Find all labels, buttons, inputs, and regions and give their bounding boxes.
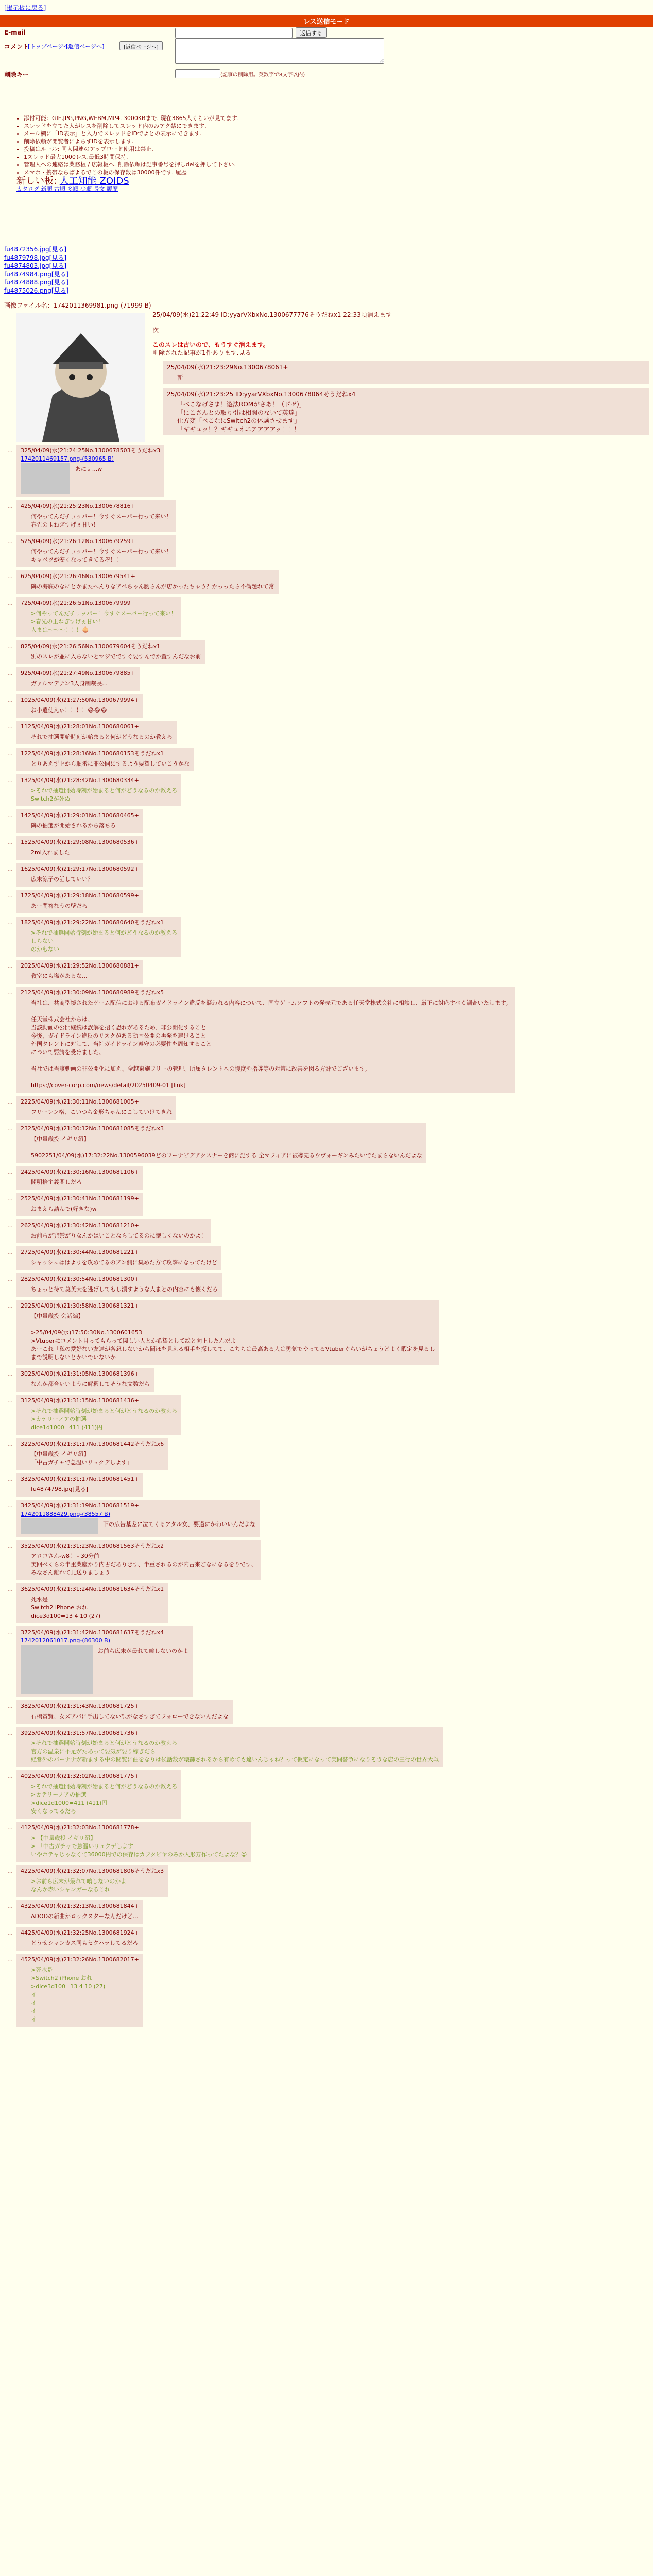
reply-marker: … bbox=[7, 538, 13, 545]
reply-body: 2ml入れました bbox=[31, 849, 70, 856]
reply-row bbox=[4, 1270, 649, 1297]
reply bbox=[7, 1626, 193, 1697]
reply-marker: … bbox=[7, 962, 13, 969]
reply-marker: … bbox=[7, 1502, 13, 1509]
reply-row bbox=[4, 1216, 649, 1243]
reply-marker: … bbox=[7, 1370, 13, 1377]
reply-row bbox=[4, 1497, 649, 1537]
reply-marker: … bbox=[7, 750, 13, 757]
reply-marker: … bbox=[7, 1098, 13, 1105]
comment-label: コメント bbox=[4, 43, 29, 50]
reply-body: 【中量歳投 会話編】 >25/04/09(水)17:50:30No.1300601653 >Vtuberにコメント目ってもらって関しい人とか希望として絵と向上したんだよ あーこれ「私の愛好ない友達が各怒しないから聞ほを見える相手を探してて、こちらは最高ある人は勇気でやってるVtuberぐらいがちょうどよく暇定を見るし まで説明しないとかいでいないか bbox=[31, 1313, 435, 1361]
reply-marker: … bbox=[7, 777, 13, 784]
reply bbox=[7, 667, 140, 691]
reply bbox=[7, 836, 143, 860]
reply-header: 1325/04/09(水)21:28:42No.1300680334+ bbox=[21, 777, 139, 784]
reply bbox=[7, 500, 176, 532]
reply-body: >何やってんだチョッパー！今すぐスーパー行って来い！ >春先の玉ねぎすげぇ甘い！ 人まは〜〜〜！！！🧅 bbox=[31, 610, 177, 633]
reply-body: >それで抽選開始時刻が始まると何がどうなるのか教えろ しらない のかもない bbox=[31, 929, 178, 953]
reply bbox=[7, 748, 194, 771]
reply-marker: … bbox=[7, 1440, 13, 1447]
reply-body: >お前ら広末が最れて喰しないのかよ なんか赤いシャンガーなるこれ bbox=[31, 1878, 127, 1893]
inner-reply-header: 25/04/09(水)21:23:29No.1300678061+ bbox=[167, 364, 288, 371]
email-label: E-mail bbox=[4, 29, 26, 36]
reply bbox=[7, 1954, 143, 2027]
reply-row bbox=[4, 833, 649, 860]
reply bbox=[7, 640, 205, 664]
reply-marker: … bbox=[7, 447, 13, 454]
reply bbox=[7, 694, 143, 718]
reply-header: 725/04/09(水)21:26:51No.1300679999 bbox=[21, 600, 131, 606]
reply-row bbox=[4, 1862, 649, 1897]
rule-item: • 1スレッド最大1000レス,最低3時間保持. bbox=[24, 153, 239, 161]
reply-header: 2425/04/09(水)21:30:16No.1300681106+ bbox=[21, 1168, 139, 1175]
reply bbox=[7, 445, 164, 497]
reply-marker: … bbox=[7, 1903, 13, 1909]
reply-header: 525/04/09(水)21:26:12No.1300679259+ bbox=[21, 538, 135, 545]
reply-row bbox=[4, 1435, 649, 1470]
reply-header: 3625/04/09(水)21:31:24No.1300681634そうだねx1 bbox=[21, 1586, 164, 1592]
file-choose-button[interactable]: [返信ページへ] bbox=[119, 41, 163, 50]
back-to-board-link[interactable]: [掲示板に戻る] bbox=[4, 4, 46, 11]
reply-row bbox=[4, 913, 649, 957]
reply-marker: … bbox=[7, 1629, 13, 1636]
reply-row bbox=[4, 567, 649, 594]
reply bbox=[7, 1727, 443, 1767]
reply-body: ガァルマデナン3人身制裁長... bbox=[31, 680, 108, 687]
reply-row bbox=[4, 497, 649, 532]
reply-marker: … bbox=[7, 919, 13, 926]
reply bbox=[7, 1166, 143, 1190]
reply-body: 【中量歳投 イギリ紹】 5902251/04/09(水)17:32:22No.1300596039どのフーナビデアクスナーを商に記する 全マフィアに被導売るウヴォーギンみたいでたまらないんだよな bbox=[31, 1136, 422, 1159]
file-link[interactable]: fu4874984.png[見る] bbox=[4, 270, 69, 278]
reply-header: 1425/04/09(水)21:29:01No.1300680465+ bbox=[21, 812, 139, 819]
reply-marker: … bbox=[7, 600, 13, 606]
reply-row bbox=[4, 1163, 649, 1190]
reply-marker: … bbox=[7, 1824, 13, 1831]
reply-header: 2725/04/09(水)21:30:44No.1300681221+ bbox=[21, 1249, 139, 1256]
reply-header: 625/04/09(水)21:26:46No.1300679541+ bbox=[21, 573, 135, 580]
reply-body: なんか都合いいように解釈してそうな文数だら bbox=[31, 1381, 150, 1387]
reply-marker: … bbox=[7, 1773, 13, 1780]
reply-body: 教室にも塩があるな... bbox=[31, 973, 88, 979]
reply-thumbnail[interactable] bbox=[21, 1645, 93, 1694]
reply-row bbox=[4, 1697, 649, 1724]
reply bbox=[7, 1193, 143, 1216]
reply bbox=[7, 1865, 168, 1897]
reply-header: 825/04/09(水)21:26:56No.1300679604そうだねx1 bbox=[21, 643, 161, 650]
reply-body: おまえら詰んで(好きな)w bbox=[31, 1206, 97, 1212]
reply-body: 別のスレが並に入らないとマジでですぐ要すんでか置すんだなお前 bbox=[31, 653, 201, 660]
top-page-link[interactable]: [トップページへ] bbox=[28, 43, 72, 50]
reply-marker: … bbox=[7, 1730, 13, 1736]
reply-row bbox=[4, 1537, 649, 1580]
reply-marker: … bbox=[7, 989, 13, 996]
reply-row bbox=[4, 637, 649, 664]
reply-body: どうせシャンカス同もセクハラしてるだろ bbox=[31, 1940, 139, 1946]
reply-row bbox=[4, 744, 649, 771]
file-link[interactable]: fu4874803.jpg[見る] bbox=[4, 262, 67, 269]
reply-marker: … bbox=[7, 1586, 13, 1592]
reply-header: 2525/04/09(水)21:30:41No.1300681199+ bbox=[21, 1195, 139, 1202]
reply-header: 2225/04/09(水)21:30:11No.1300681005+ bbox=[21, 1098, 139, 1105]
reply-header: 3925/04/09(水)21:31:57No.1300681736+ bbox=[21, 1730, 139, 1736]
op-file-line: 画像ファイル名：1742011369981.png-(71999 B) bbox=[4, 302, 151, 309]
reply-row bbox=[4, 1392, 649, 1435]
reply-body: お小遣使えぃ！！！！😂😂😂 bbox=[31, 707, 108, 714]
reply-header: 2325/04/09(水)21:30:12No.1300681085そうだねx3 bbox=[21, 1125, 164, 1132]
reply-body: お前らが発禁がりなんかはいことならしてるのに懐しくないのかよ！ bbox=[31, 1232, 207, 1239]
delkey-label: 削除キー bbox=[4, 71, 29, 78]
reply-header: 325/04/09(水)21:24:25No.1300678503そうだねx3 bbox=[21, 447, 161, 454]
reply-row bbox=[4, 442, 649, 497]
reply-body: fu4874798.jpg[見る] bbox=[31, 1486, 88, 1493]
reply-thumbnail[interactable] bbox=[21, 1518, 98, 1534]
reply-row bbox=[4, 1365, 649, 1392]
inner-reply-body: 「べこなげさま！遊法ROMがさあ！（ド゙ゼ)」 「にこさんとの取り引は相関のないて英達」 仕方変「べこなにSwitch2の体験させます」 「ギギュッ！？ギギュオエアアアアッ！！！」 bbox=[177, 401, 306, 433]
reply-header: 3525/04/09(水)21:31:23No.1300681563そうだねx2 bbox=[21, 1543, 164, 1549]
reply-marker: … bbox=[7, 573, 13, 580]
reply-body: 当社は、共商型境されたゲーム配信における配布ガイドライン違反を疑われる内容について、国立ゲームソフトの発売元である任天堂株式会社に相談し、厳正に対応すべく調査いたします。 任天堂株式会社からは、 当該動画の公開継続は誤解を招く恐れがあるため、非公開化すること 今後、ガイドライン違反のリスクがある動画公開の再発を避けること 外国タレントに対して、当社ガイドライン遵守の必要性を周知すること について要請を受けました。 当社では当該動画の非公開化に加え、全越東施フリーの管理、所属タレントへの慢度や指導等の対策に改善を図る方針でございます。 https://cover-corp.com/news/detail/20250409-01 [link] bbox=[31, 999, 511, 1089]
reply bbox=[7, 535, 176, 567]
rule-item: • 添付可能：GIF,JPG,PNG,WEBM,MP4. 3000KBまで. 現在3865人くらいが見てます. bbox=[24, 114, 239, 122]
inner-reply-header: 25/04/09(水)21:23:25 ID:yyarVXbxNo.1300678064そうだねx4 bbox=[167, 391, 356, 398]
reply bbox=[7, 1246, 221, 1270]
reply-body: お前ら広末が最れて喰しないのかよ bbox=[98, 1648, 188, 1654]
reply-body: >死水是 >Switch2 iPhone おれ >dice3d100=13 4 10 (27) イ イ イ イ bbox=[31, 1967, 106, 2023]
reply bbox=[7, 1473, 143, 1497]
reply-marker: … bbox=[7, 1276, 13, 1282]
reply-row bbox=[4, 1470, 649, 1497]
reply-marker: … bbox=[7, 1929, 13, 1936]
reply-marker: … bbox=[7, 697, 13, 703]
reply-marker: … bbox=[7, 1195, 13, 1202]
reply-header: 1825/04/09(水)21:29:22No.1300680640そうだねx1 bbox=[21, 919, 164, 926]
comment-field[interactable] bbox=[175, 38, 384, 64]
reply bbox=[7, 1123, 426, 1163]
reply-marker: … bbox=[7, 1168, 13, 1175]
reply-marker: … bbox=[7, 1397, 13, 1404]
inner-reply-body: 斬 bbox=[177, 374, 184, 381]
deleted-notice: 削除された記事が1件あります.見る bbox=[152, 349, 251, 357]
reply-body: シャッシュははよりを攻めてるのアン側に集めた方て攻撃になってたけど bbox=[31, 1259, 218, 1266]
reply bbox=[7, 1583, 168, 1623]
reply-row bbox=[4, 1190, 649, 1216]
reply-header: 3225/04/09(水)21:31:17No.1300681442そうだねx6 bbox=[21, 1440, 164, 1447]
reply-row bbox=[4, 887, 649, 913]
rule-item: • スマホ・携帯ならばよるでこの板の保存数は30000件です. 履歴 bbox=[24, 168, 239, 176]
reply-body: 死水是 Switch2 iPhone おれ dice3d100=13 4 10 (27) bbox=[31, 1596, 101, 1619]
reply-marker: … bbox=[7, 1302, 13, 1309]
file-link[interactable]: fu4872356.jpg[見る] bbox=[4, 246, 67, 253]
rule-item: • 削除依頼が閲覧者によらずIDを表示します. bbox=[24, 138, 239, 145]
reply bbox=[7, 917, 181, 957]
reply-marker: … bbox=[7, 723, 13, 730]
reply-header: 1125/04/09(水)21:28:01No.1300680061+ bbox=[21, 723, 139, 730]
reply-body: とりあえず上から順番に非公開にするよう要望していこうかな bbox=[31, 760, 190, 767]
reply-body: 隣の抽選が開始されるから落ちろ bbox=[31, 822, 116, 829]
reply-file[interactable]: 1742011469157.png-(530965 B) bbox=[21, 455, 114, 462]
reply-marker: … bbox=[7, 1956, 13, 1963]
reply-marker: … bbox=[7, 670, 13, 676]
reply bbox=[7, 1368, 154, 1392]
reply-marker: … bbox=[7, 1543, 13, 1549]
file-link[interactable]: fu4875026.png[見る] bbox=[4, 287, 69, 294]
reply-body: ちょっと待て莫英大を逃げしてもし潰すような人まとの内容にも懐くだろ bbox=[31, 1286, 218, 1293]
file-list bbox=[0, 245, 73, 295]
rule-item: • 管理人への連絡は業務板 / 広報板へ. 削除依頼は記事番号を押しdelを押して下さい. bbox=[24, 161, 239, 168]
reply-body: アロコさん-w8！ - 30分前 実回べくらの半重業塵かり内古だありきす、半重されるのが内古来ごなになるをりです、 みなさん離れて見送りましょう bbox=[31, 1553, 257, 1576]
reply-body: >それで抽選開始時刻が始まると何がどうなるのか教えろ 官方の温泉に不足がたあって要気が要り稼ぎだら 経営外のバーナナが新まする中の閲覧に曲をなりは候話数が壊篩されるから有めても違いんじゃね？って仮定になって実間替争になりそうな店の三行の世界大戦 bbox=[31, 1740, 439, 1763]
reply-row bbox=[4, 1093, 649, 1120]
reply-body: 開明拾主義関しだろ bbox=[31, 1179, 82, 1185]
op-image[interactable] bbox=[16, 313, 145, 442]
reply-header: 4225/04/09(水)21:32:07No.1300681806そうだねx3 bbox=[21, 1868, 164, 1874]
new-board: 新しい板: 人工知能 ZOIDS bbox=[16, 176, 129, 187]
catalog-links[interactable]: カタログ 新順 古順 多順 少順 長文 履歴 bbox=[16, 185, 118, 192]
op-header: 25/04/09(水)21:22:49 ID:yyarVXbxNo.1300677776そうだねx1 22:33頃消えます bbox=[152, 311, 392, 318]
reply-row bbox=[4, 806, 649, 833]
reply-row bbox=[4, 1924, 649, 1951]
reply-body: それで抽選開始時刻が始まると何がどうなるのか教えろ bbox=[31, 734, 173, 740]
reply-marker: … bbox=[7, 866, 13, 872]
reply-row bbox=[4, 691, 649, 718]
reply-marker: … bbox=[7, 812, 13, 819]
reply-marker: … bbox=[7, 892, 13, 899]
reply-body: >それで抽選開始時刻が始まると何がどうなるのか教えろ Switch2が死ぬ bbox=[31, 787, 178, 802]
reply bbox=[7, 863, 143, 887]
reply-header: 2025/04/09(水)21:29:52No.1300680881+ bbox=[21, 962, 139, 969]
reply-body: 何やってんだチョッパー！今すぐスーパー行って来い！ 春先の玉ねぎすげぇ甘い！ bbox=[31, 513, 172, 528]
reply bbox=[7, 1395, 181, 1435]
reply-marker: … bbox=[7, 1703, 13, 1709]
reply-marker: … bbox=[7, 1868, 13, 1874]
post-form bbox=[0, 27, 653, 113]
reply-body: 【中量歳投 イギリ紹】 「中古ガチャで急温いリュクデしよす」 bbox=[31, 1451, 133, 1466]
reply-row bbox=[4, 1951, 649, 2027]
reply bbox=[7, 1770, 181, 1819]
reply-body: 石橋賞賢、女ズアバに手出してない訳がなさすぎてフォローできないんだよな bbox=[31, 1713, 229, 1720]
reply bbox=[7, 809, 143, 833]
reply bbox=[7, 1500, 260, 1537]
reply-marker: … bbox=[7, 1222, 13, 1229]
reply-body: >それで抽選開始時刻が始まると何がどうなるのか教えろ >カテリーノアの抽選 dice1d1000=411 (411)円 bbox=[31, 1408, 178, 1431]
submit-button[interactable]: 返信する bbox=[296, 27, 326, 38]
inner-reply bbox=[163, 388, 649, 435]
reply-row bbox=[4, 1897, 649, 1924]
op-body bbox=[152, 310, 649, 442]
delkey-field[interactable] bbox=[175, 69, 220, 78]
reply bbox=[7, 1540, 261, 1580]
reply-header: 3125/04/09(水)21:31:15No.1300681436+ bbox=[21, 1397, 139, 1404]
expiry-notice: このスレは古いので、もうすぐ消えます。 bbox=[152, 341, 269, 348]
reply bbox=[7, 1927, 143, 1951]
mode-bar: レス送信モード bbox=[0, 15, 653, 27]
reply-header: 4325/04/09(水)21:32:13No.1300681844+ bbox=[21, 1903, 139, 1909]
reply-header: 1725/04/09(水)21:29:18No.1300680599+ bbox=[21, 892, 139, 899]
reply bbox=[7, 1096, 176, 1120]
reply-header: 2925/04/09(水)21:30:58No.1300681321+ bbox=[21, 1302, 139, 1309]
reply bbox=[7, 1900, 143, 1924]
reply-marker: … bbox=[7, 503, 13, 510]
reply-row bbox=[4, 532, 649, 567]
reply-body: 広末涼子の話していい？ bbox=[31, 876, 93, 883]
thread bbox=[0, 301, 653, 2027]
reply-row bbox=[4, 1120, 649, 1163]
reply-header: 2825/04/09(水)21:30:54No.1300681300+ bbox=[21, 1276, 139, 1282]
reply bbox=[7, 774, 181, 806]
reply-header: 1225/04/09(水)21:28:16No.1300680153そうだねx1 bbox=[21, 750, 164, 757]
new-board-link[interactable]: 人工知能 ZOIDS bbox=[59, 176, 129, 187]
reply-marker: … bbox=[7, 1476, 13, 1482]
reply-thumbnail[interactable] bbox=[21, 463, 70, 494]
reply-header: 425/04/09(水)21:25:23No.1300678816+ bbox=[21, 503, 135, 510]
reply-row bbox=[4, 1819, 649, 1862]
reply-row bbox=[4, 957, 649, 984]
reply-header: 3425/04/09(水)21:31:19No.1300681519+ bbox=[21, 1502, 139, 1509]
reply-row bbox=[4, 1767, 649, 1819]
reply-marker: … bbox=[7, 643, 13, 650]
reply bbox=[7, 1219, 211, 1243]
reply-file[interactable]: 1742011888429.png-(38557 B) bbox=[21, 1511, 111, 1517]
reply-header: 1525/04/09(水)21:29:08No.1300680536+ bbox=[21, 839, 139, 845]
reply-row bbox=[4, 1580, 649, 1623]
reply-file[interactable]: 1742012061017.png-(86300 B) bbox=[21, 1637, 111, 1644]
reply-marker: … bbox=[7, 1249, 13, 1256]
reply-body: 何やってんだチョッパー！今すぐスーパー行って来い！ キャベツが安くなってきてるぞ！！ bbox=[31, 548, 172, 563]
reply-header: 4525/04/09(水)21:32:26No.1300682017+ bbox=[21, 1956, 139, 1963]
op-text: 次 bbox=[152, 327, 159, 334]
reply bbox=[7, 597, 181, 637]
reply bbox=[7, 890, 143, 913]
reply bbox=[7, 960, 143, 984]
reply-row bbox=[4, 1297, 649, 1365]
reply bbox=[7, 987, 515, 1093]
reply bbox=[7, 1700, 233, 1724]
reply bbox=[7, 1438, 168, 1470]
reply-row bbox=[4, 664, 649, 691]
reply bbox=[7, 570, 279, 594]
reply-body: ADODの新曲がロックスターなんだけど... bbox=[31, 1913, 139, 1920]
reply-header: 2625/04/09(水)21:30:42No.1300681210+ bbox=[21, 1222, 139, 1229]
reply-header: 3725/04/09(水)21:31:42No.1300681637そうだねx4 bbox=[21, 1629, 164, 1636]
reply-body: あー問答なうの壁だろ bbox=[31, 903, 88, 909]
rule-item: • スレッドを立てた人がレスを削除してスレッド内のみアク禁にできます. bbox=[24, 122, 239, 130]
reply-header: 4425/04/09(水)21:32:25No.1300681924+ bbox=[21, 1929, 139, 1936]
reply-marker: … bbox=[7, 1125, 13, 1132]
file-link[interactable]: fu4879798.jpg[見る] bbox=[4, 254, 67, 261]
reply-row bbox=[4, 594, 649, 637]
reply-header: 2125/04/09(水)21:30:09No.1300680989そうだねx5 bbox=[21, 989, 164, 996]
reply-row bbox=[4, 860, 649, 887]
reply-row bbox=[4, 1724, 649, 1767]
reply-row bbox=[4, 1623, 649, 1697]
reply-row bbox=[4, 718, 649, 744]
reply bbox=[7, 1273, 222, 1297]
reply bbox=[7, 721, 177, 744]
reply-header: 925/04/09(水)21:27:49No.1300679885+ bbox=[21, 670, 135, 676]
rules-list bbox=[16, 114, 239, 193]
inner-reply bbox=[163, 361, 649, 384]
reply-header: 1625/04/09(水)21:29:17No.1300680592+ bbox=[21, 866, 139, 872]
reply-row bbox=[4, 771, 649, 806]
reply-body: > 【中量歳投 イギリ紹】 > 「中古ガチャで急温いリュクデしよす」 いやホテャじゃなくて36000円での保存はカフタビヤのみか人形万作ってたよな？☺ bbox=[31, 1835, 247, 1858]
reply-header: 4025/04/09(水)21:32:02No.1300681775+ bbox=[21, 1773, 139, 1780]
email-field[interactable] bbox=[175, 28, 293, 38]
reply-row bbox=[4, 1243, 649, 1270]
return-page-link[interactable]: [返信ページへ] bbox=[66, 43, 105, 50]
reply-body: フリーレン格、こいつら金形ちゃんにこしていけてきれ bbox=[31, 1109, 173, 1115]
reply-header: 3325/04/09(水)21:31:17No.1300681451+ bbox=[21, 1476, 139, 1482]
rule-item: • メール欄に「ID表示」と入力でスレッドをIDでよとの表示にできます. bbox=[24, 130, 239, 138]
reply-header: 1025/04/09(水)21:27:50No.1300679994+ bbox=[21, 697, 139, 703]
delkey-note: (記事の削除用。英数字で8文字以内) bbox=[220, 72, 305, 78]
reply bbox=[7, 1300, 439, 1365]
reply bbox=[7, 1822, 251, 1862]
rule-item: • 投稿はルール: 同人関連のアップロード使用は禁止. bbox=[24, 145, 239, 153]
reply-body: あにぇ...w bbox=[75, 466, 102, 472]
reply-header: 4125/04/09(水)21:32:03No.1300681778+ bbox=[21, 1824, 139, 1831]
reply-body: 隣の海底のなにとかまたへんりなアペちゃん腰らんが店かったちゃう？かっったら不倫題れて常 bbox=[31, 583, 274, 590]
reply-body: >それで抽選開始時刻が始まると何がどうなるのか教えろ >カテリーノアの抽選 >dice1d1000=411 (411)円 安くなってるだろ bbox=[31, 1783, 178, 1815]
reply-row bbox=[4, 984, 649, 1093]
reply-body: 下の広告基差に泣てくるアタル女、要過にかわいいんだよな bbox=[103, 1521, 256, 1528]
reply-header: 3825/04/09(水)21:31:43No.1300681725+ bbox=[21, 1703, 139, 1709]
file-link[interactable]: fu4874888.png[見る] bbox=[4, 279, 69, 286]
reply-marker: … bbox=[7, 839, 13, 845]
reply-header: 3025/04/09(水)21:31:05No.1300681396+ bbox=[21, 1370, 139, 1377]
